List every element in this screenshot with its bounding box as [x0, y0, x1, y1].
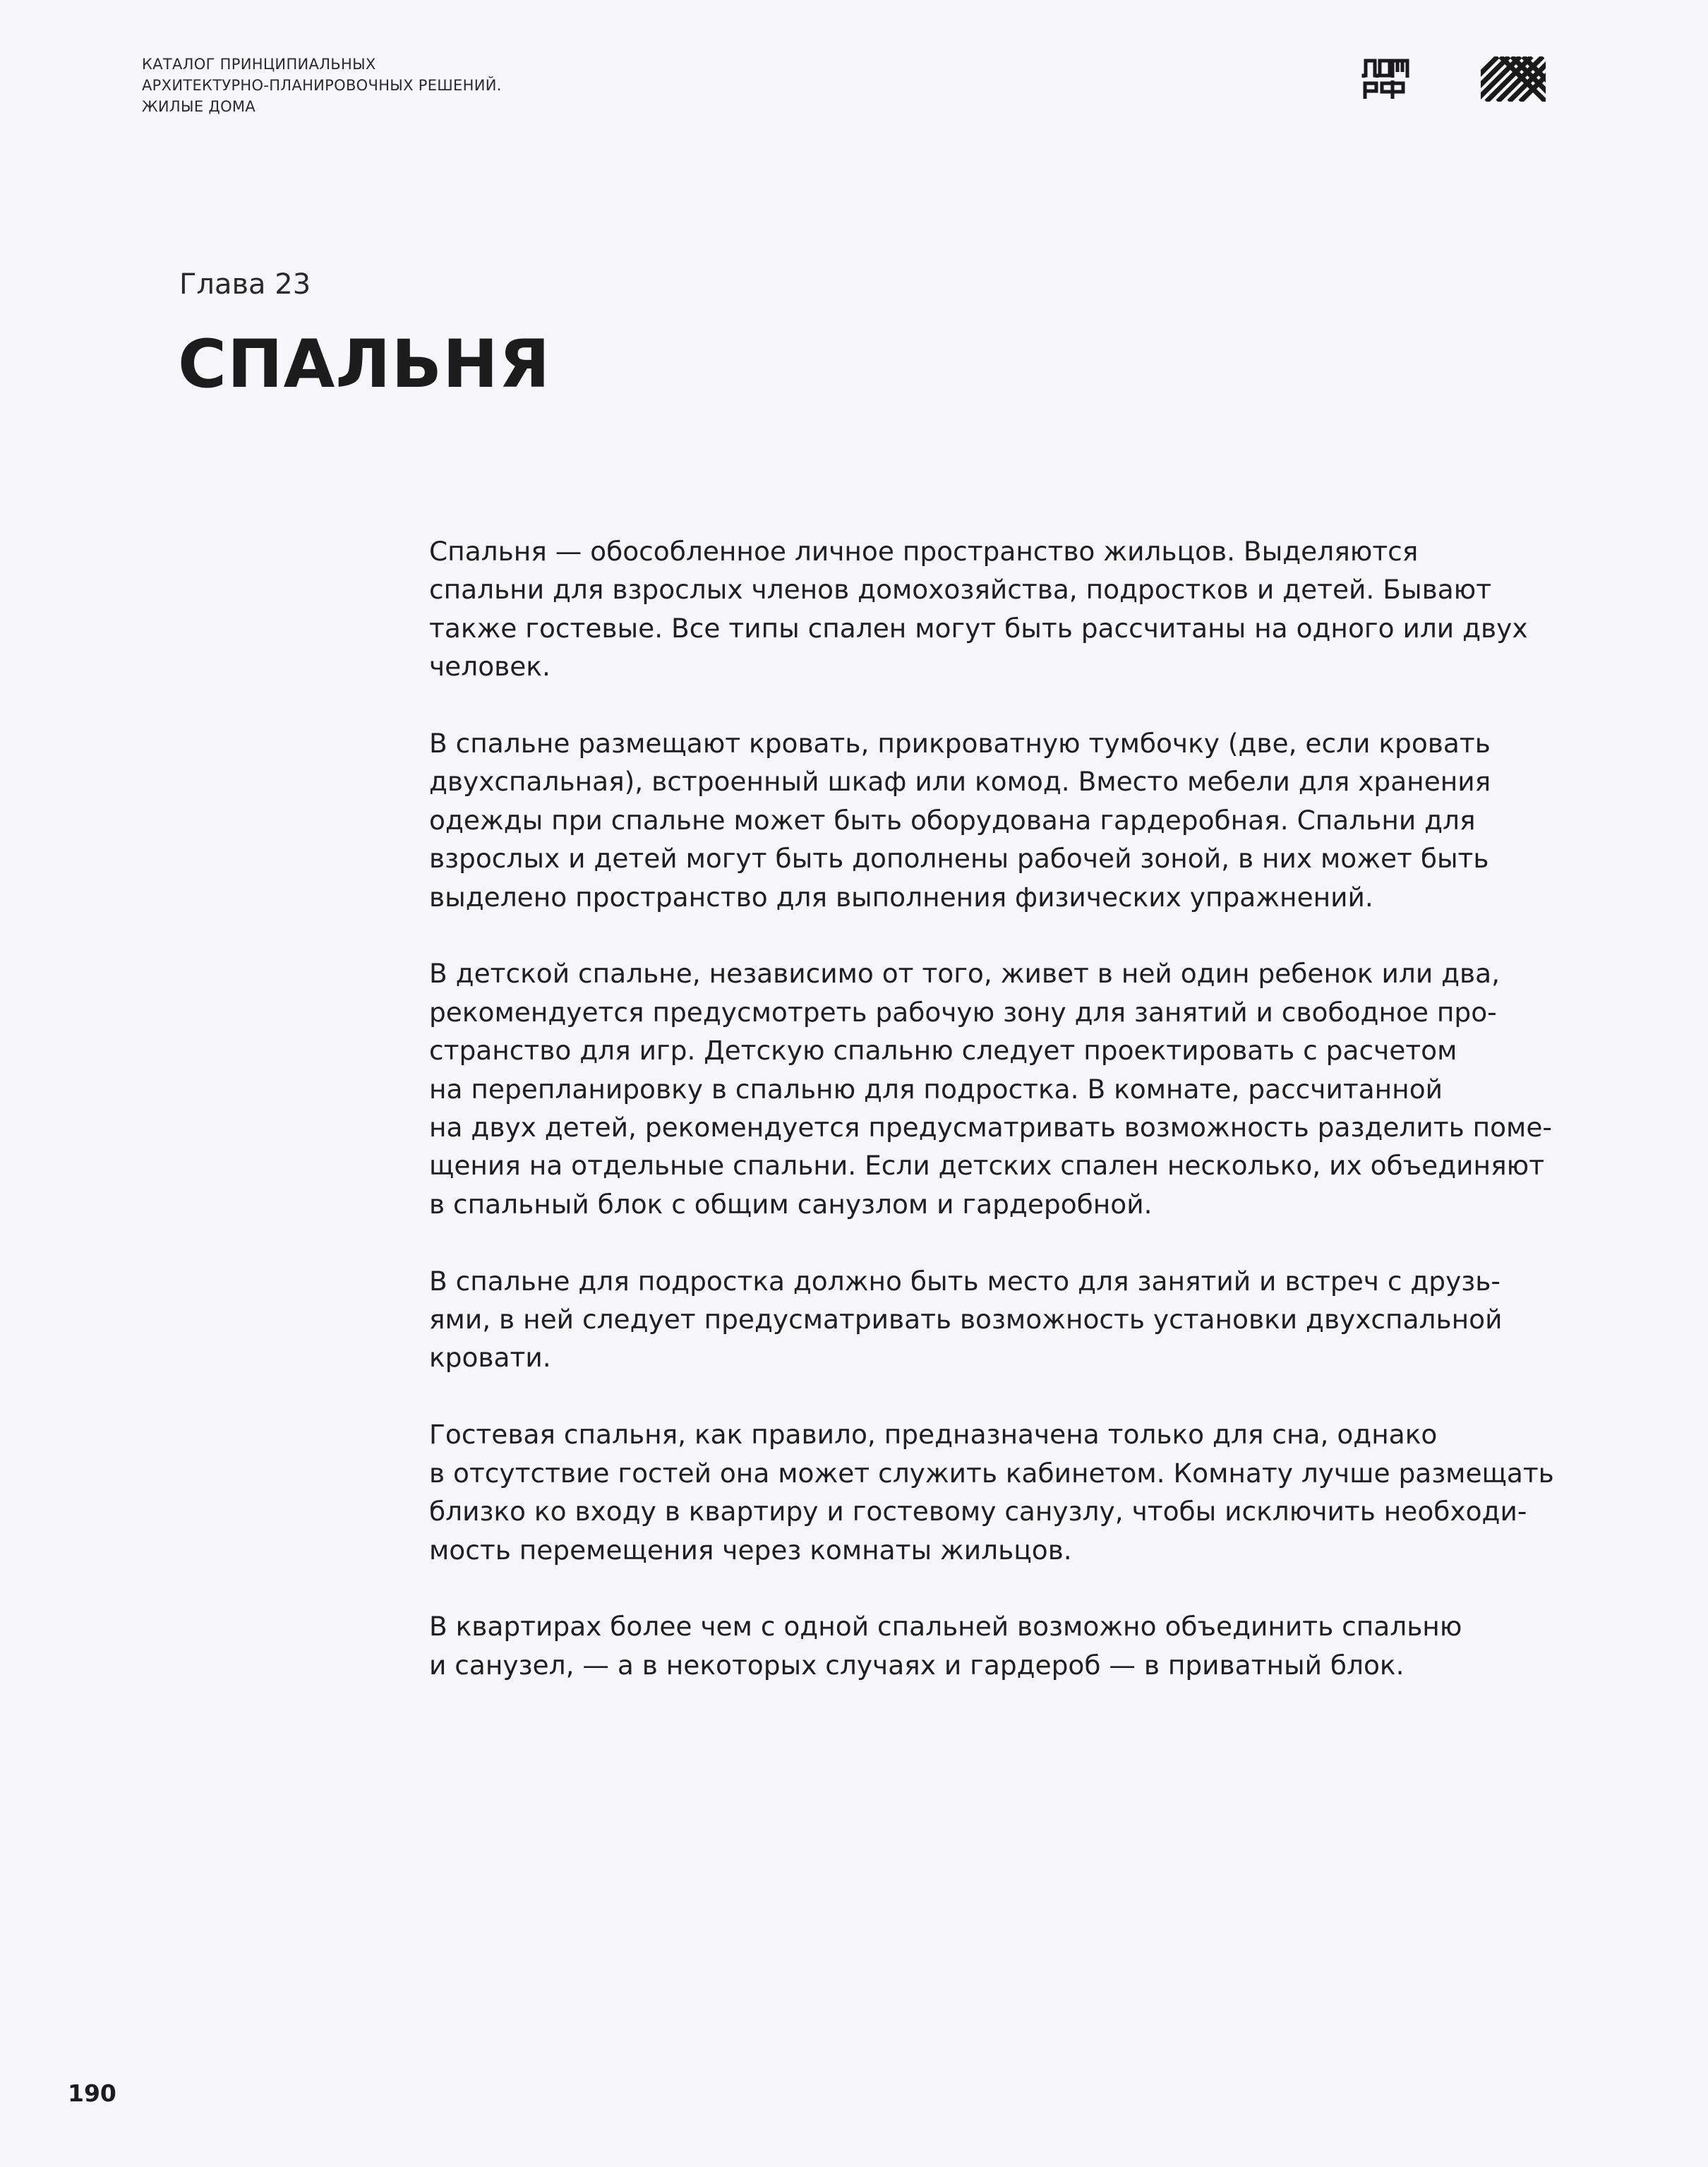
text-line: человек. [429, 651, 551, 683]
paragraph [429, 724, 1572, 916]
text-line: щения на отдельные спальни. Если детских спален несколько, их объединяют [429, 1150, 1545, 1182]
paragraph [429, 1607, 1572, 1684]
text-line: В спальне размещают кровать, прикроватную тумбочку (две, если кровать [429, 728, 1491, 760]
chapter-number: Глава 23 [179, 268, 311, 301]
text-line: рекомендуется предусмотреть рабочую зону для занятий и свободное про- [429, 996, 1497, 1028]
running-head-line: ЖИЛЫЕ ДОМА [142, 98, 256, 115]
running-head-line: АРХИТЕКТУРНО-ПЛАНИРОВОЧНЫХ РЕШЕНИЙ. [142, 77, 502, 94]
body-text [429, 532, 1572, 1723]
text-line: одежды при спальне может быть оборудована гардеробная. Спальни для [429, 804, 1476, 836]
text-line: близко ко входу в квартиру и гостевому санузлу, чтобы исключить необходи- [429, 1496, 1527, 1527]
text-line: спальни для взрослых членов домохозяйства, подростков и детей. Бывают [429, 574, 1492, 606]
text-line: в отсутствие гостей она может служить кабинетом. Комнату лучше размещать [429, 1457, 1554, 1489]
text-line: Гостевая спальня, как правило, предназначена только для сна, однако [429, 1419, 1438, 1451]
text-line: двухспальная), встроенный шкаф или комод. Вместо мебели для хранения [429, 766, 1491, 798]
text-line: В квартирах более чем с одной спальней возможно объединить спальню [429, 1611, 1462, 1643]
paragraph [429, 1262, 1572, 1377]
paragraph [429, 954, 1572, 1223]
running-head [142, 54, 502, 117]
text-line: выделено пространство для выполнения физических упражнений. [429, 881, 1373, 913]
text-line: В спальне для подростка должно быть место для занятий и встреч с друзь- [429, 1265, 1500, 1297]
diagonal-pattern-logo [1481, 56, 1546, 102]
text-line: взрослых и детей могут быть дополнены рабочей зоной, в них может быть [429, 843, 1489, 875]
text-line: мость перемещения через комнаты жильцов. [429, 1534, 1072, 1566]
text-line: В детской спальне, независимо от того, живет в ней один ребенок или два, [429, 958, 1500, 990]
text-line: кровати. [429, 1342, 551, 1374]
text-line: также гостевые. Все типы спален могут быть рассчитаны на одного или двух [429, 612, 1528, 644]
chapter-title: СПАЛЬНЯ [178, 326, 551, 403]
text-line: ями, в ней следует предусматривать возможность установки двухспальной [429, 1304, 1503, 1335]
page-number: 190 [68, 2079, 116, 2107]
paragraph [429, 532, 1572, 686]
text-line: и санузел, — а в некоторых случаях и гардероб — в приватный блок. [429, 1649, 1405, 1681]
dom-rf-logo [1361, 56, 1410, 102]
text-line: на двух детей, рекомендуется предусматривать возможность разделить поме- [429, 1112, 1552, 1143]
running-head-line: КАТАЛОГ ПРИНЦИПИАЛЬНЫХ [142, 56, 376, 73]
text-line: Спальня — обособленное личное пространство жильцов. Выделяются [429, 536, 1419, 567]
text-line: в спальный блок с общим санузлом и гардеробной. [429, 1188, 1153, 1220]
text-line: странство для игр. Детскую спальню следует проектировать с расчетом [429, 1035, 1457, 1067]
paragraph [429, 1415, 1572, 1569]
text-line: на перепланировку в спальню для подростка. В комнате, рассчитанной [429, 1073, 1443, 1105]
